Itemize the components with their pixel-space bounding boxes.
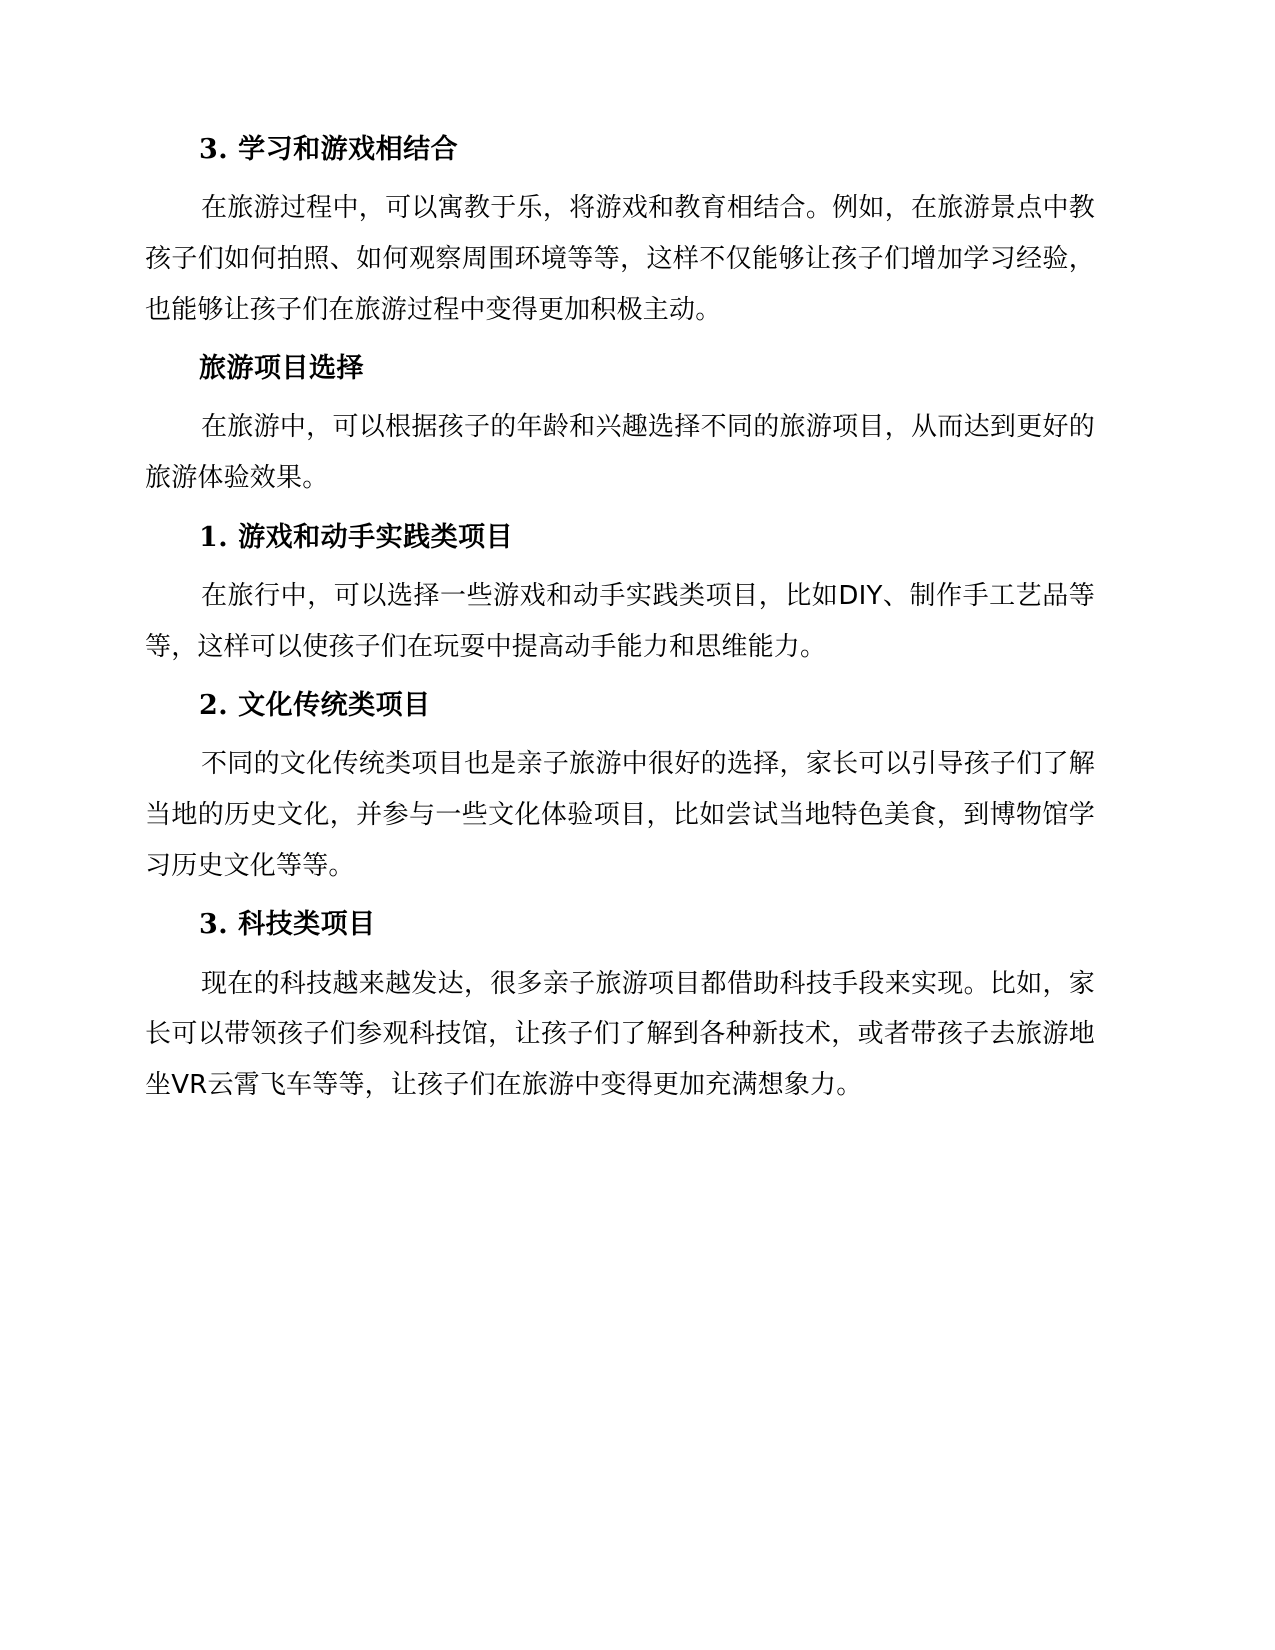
paragraph: 在旅游中，可以根据孩子的年龄和兴趣选择不同的旅游项目，从而达到更好的旅游体验效果。 xyxy=(145,412,1095,494)
section-technology-projects xyxy=(145,905,1095,1110)
section-games-and-hands-on-projects xyxy=(145,518,1095,673)
paragraph: 现在的科技越来越发达，很多亲子旅游项目都借助科技手段来实现。比如，家长可以带领孩子们参观科技馆，让孩子们了解到各种新技术，或者带孩子去旅游地坐VR云霄飞车等等，让孩子们在旅游中变得更加充满想象力。 xyxy=(145,968,1095,1100)
paragraph: 不同的文化传统类项目也是亲子旅游中很好的选择，家长可以引导孩子们了解当地的历史文化，并参与一些文化体验项目，比如尝试当地特色美食，到博物馆学习历史文化等等。 xyxy=(145,749,1095,881)
paragraph: 在旅行中，可以选择一些游戏和动手实践类项目，比如DIY、制作手工艺品等等，这样可以使孩子们在玩耍中提高动手能力和思维能力。 xyxy=(145,580,1095,662)
section-cultural-tradition-projects xyxy=(145,686,1095,891)
section-tour-project-selection xyxy=(145,349,1095,504)
section-heading: 1. 游戏和动手实践类项目 xyxy=(199,521,514,553)
section-heading: 2. 文化传统类项目 xyxy=(199,690,431,722)
document-body xyxy=(145,130,1095,1111)
section-heading: 旅游项目选择 xyxy=(199,353,364,385)
section-heading: 3. 科技类项目 xyxy=(199,909,376,941)
section-learning-and-games xyxy=(145,130,1095,335)
paragraph: 在旅游过程中，可以寓教于乐，将游戏和教育相结合。例如，在旅游景点中教孩子们如何拍照、如何观察周围环境等等，这样不仅能够让孩子们增加学习经验，也能够让孩子们在旅游过程中变得更加积极主动。 xyxy=(145,193,1095,325)
section-heading: 3. 学习和游戏相结合 xyxy=(199,134,459,165)
